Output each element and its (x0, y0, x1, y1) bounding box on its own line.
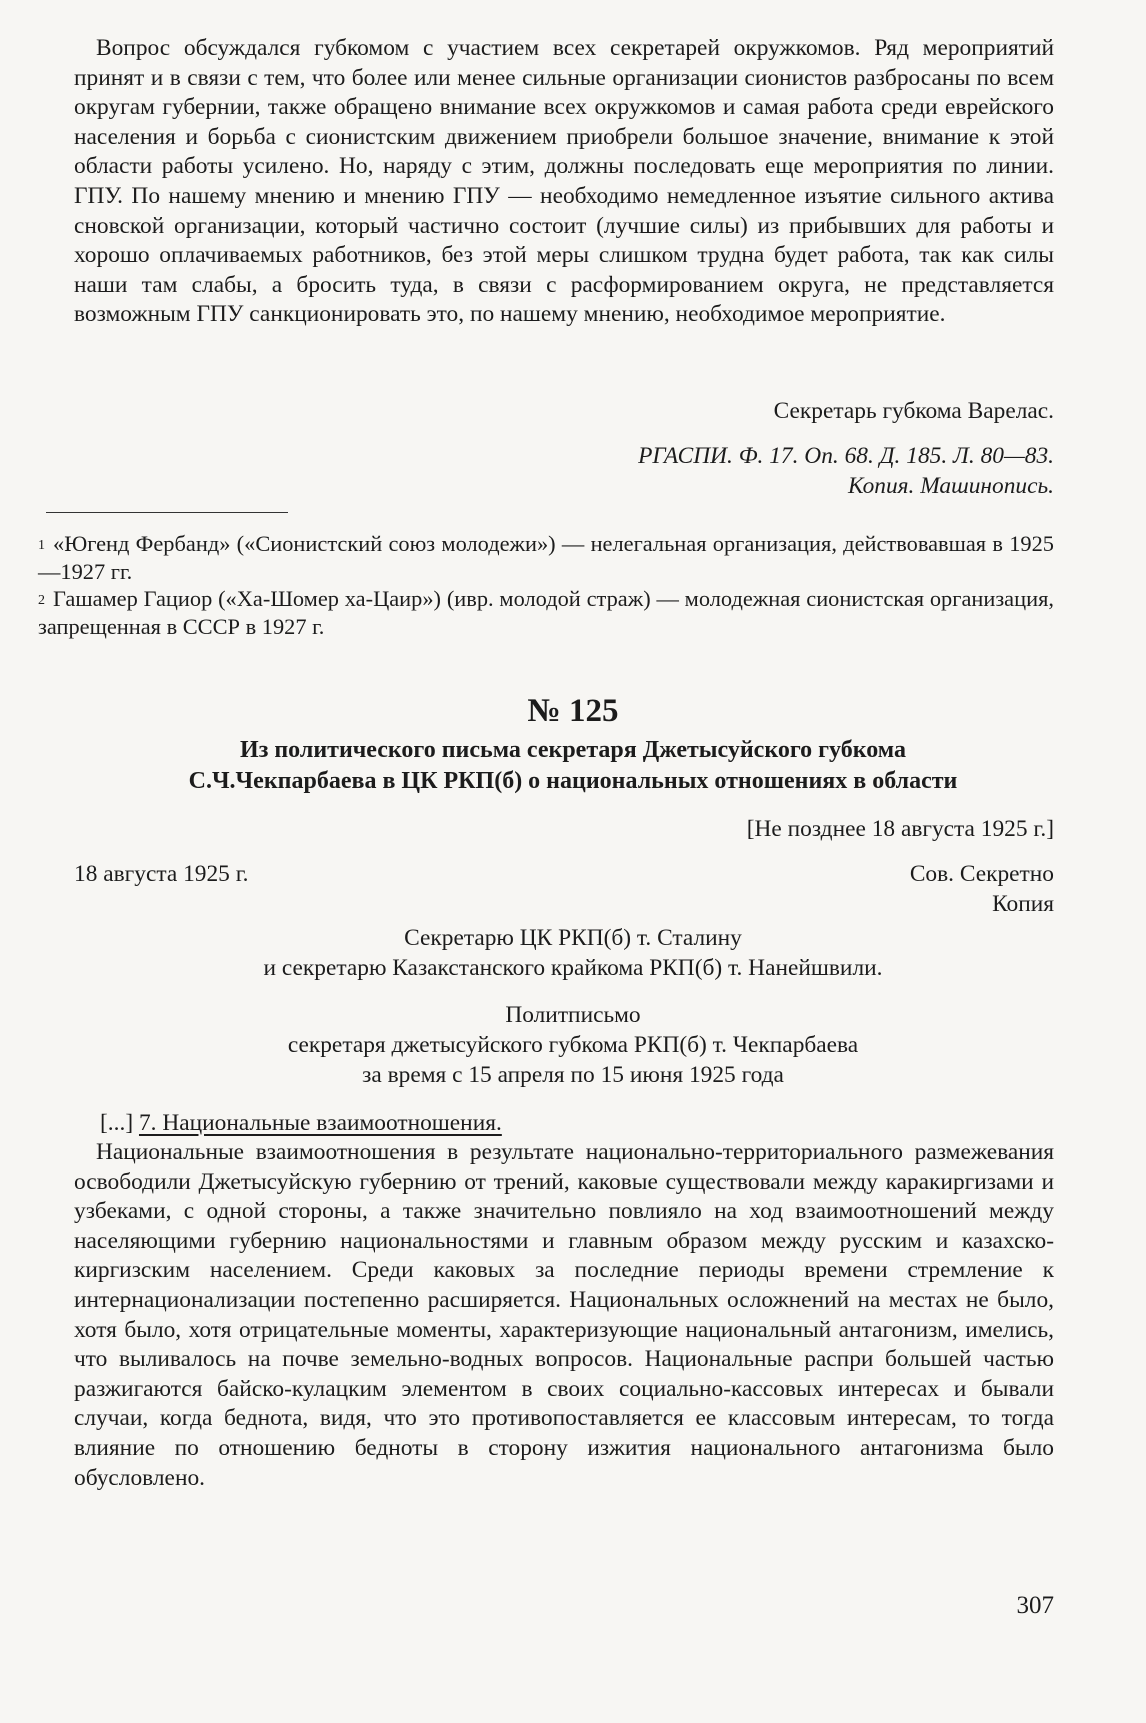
footnote-divider (46, 512, 288, 513)
archive-note: Копия. Машинопись. (847, 473, 1054, 499)
section-heading-text: 7. Национальные взаимоотношения. (138, 1110, 502, 1136)
letter-subtitle-2: за время с 15 апреля по 15 июня 1925 года (362, 1062, 784, 1088)
document-number: № 125 (527, 693, 619, 729)
date-note: [Не позднее 18 августа 1925 г.] (746, 816, 1054, 842)
footnote-2-number: 2 (38, 593, 45, 608)
footnote-1-text: «Югенд Фербанд» («Сионистский союз молодежи») — нелегальная организация, действовавшая в 1925—1927 гг. (38, 531, 1054, 584)
archive-reference: РГАСПИ. Ф. 17. Оп. 68. Д. 185. Л. 80—83. (638, 443, 1054, 469)
addressee-line-2: и секретарю Казакстанского крайкома РКП(б) т. Нанейшвили. (263, 955, 883, 981)
top-paragraph-text: Вопрос обсуждался губкомом с участием всех секретарей окружкомов. Ряд мероприятий принят и в связи с тем, что более или менее сильные организации сионистов разбросаны по всем округам губернии, также обращено внимание всех окружкомов и самая работа среди еврейского населения и борьба с сионистским движением приобрели большое значение, внимание к этой области работы усилено. Но, наряду с этим, должны последовать еще мероприятия по линии. ГПУ. По нашему мнению и мнению ГПУ — необходимо немедленное изъятие сильного актива сновской организации, который частично состоит (лучшие силы) из прибывших для работы и хорошо оплачиваемых работников, без этой меры слишком трудна будет работа, так как силы наши там слабы, а бросить туда, в связи с расформированием округа, не представляется возможным ГПУ санкционировать это, по нашему мнению, необходимое мероприятие. (74, 35, 1054, 328)
letter-date: 18 августа 1925 г. (74, 861, 249, 887)
section-body-text: Национальные взаимоотношения в результате национально-территориального размежевания освободили Джетысуйскую губернию от трений, каковые существовали между каракиргизами и узбеками, с одной стороны, а также значительно повлияло на ход взаимоотношений между населяющими губернию национальностями и главным образом между русским и казахско-киргизским населением. Среди каковых за последние периоды времени стремление к интернационализации постепенно расширяется. Национальных осложнений на местах не было, хотя было, хотя отрицательные моменты, характеризующие национальный антагонизм, имелись, что выливалось на почве земельно-водных вопросов. Национальные распри большей частью разжигаются байско-кулацким элементом в своих социально-кассовых интересах и бывали случаи, когда беднота, видя, что это противопоставляется ее классовым интересам, то тогда влияние по отношению бедноты в сторону изжития национального антагонизма было обусловлено. (74, 1139, 1054, 1491)
top-paragraph (74, 34, 1054, 330)
section-body (74, 1138, 1054, 1493)
addressee-line-1: Секретарю ЦК РКП(б) т. Сталину (404, 925, 742, 951)
document-title-line-1: Из политического письма секретаря Джетысуйского губкома (240, 737, 906, 763)
footnote-1 (38, 530, 1054, 586)
signature: Секретарь губкома Варелас. (773, 398, 1054, 424)
footnote-1-number: 1 (38, 538, 45, 553)
section-heading (100, 1109, 502, 1139)
copy-mark: Копия (992, 891, 1054, 917)
section-prefix: [...] (100, 1110, 139, 1136)
letter-subtitle-1: секретаря джетысуйского губкома РКП(б) т. Чекпарбаева (287, 1032, 859, 1058)
letter-title: Политписьмо (505, 1002, 641, 1028)
document-title-line-2: С.Ч.Чекпарбаева в ЦК РКП(б) о национальных отношениях в области (188, 768, 958, 794)
document-title (130, 735, 1016, 797)
footnote-2 (38, 585, 1054, 641)
classification-stamp: Сов. Секретно (909, 861, 1054, 887)
page-number: 307 (1016, 1592, 1054, 1619)
footnote-2-text: Гашамер Гациор («Ха-Шомер ха-Цаир») (ивр. молодой страж) — молодежная сионистская организация, запрещенная в СССР в 1927 г. (38, 586, 1054, 639)
